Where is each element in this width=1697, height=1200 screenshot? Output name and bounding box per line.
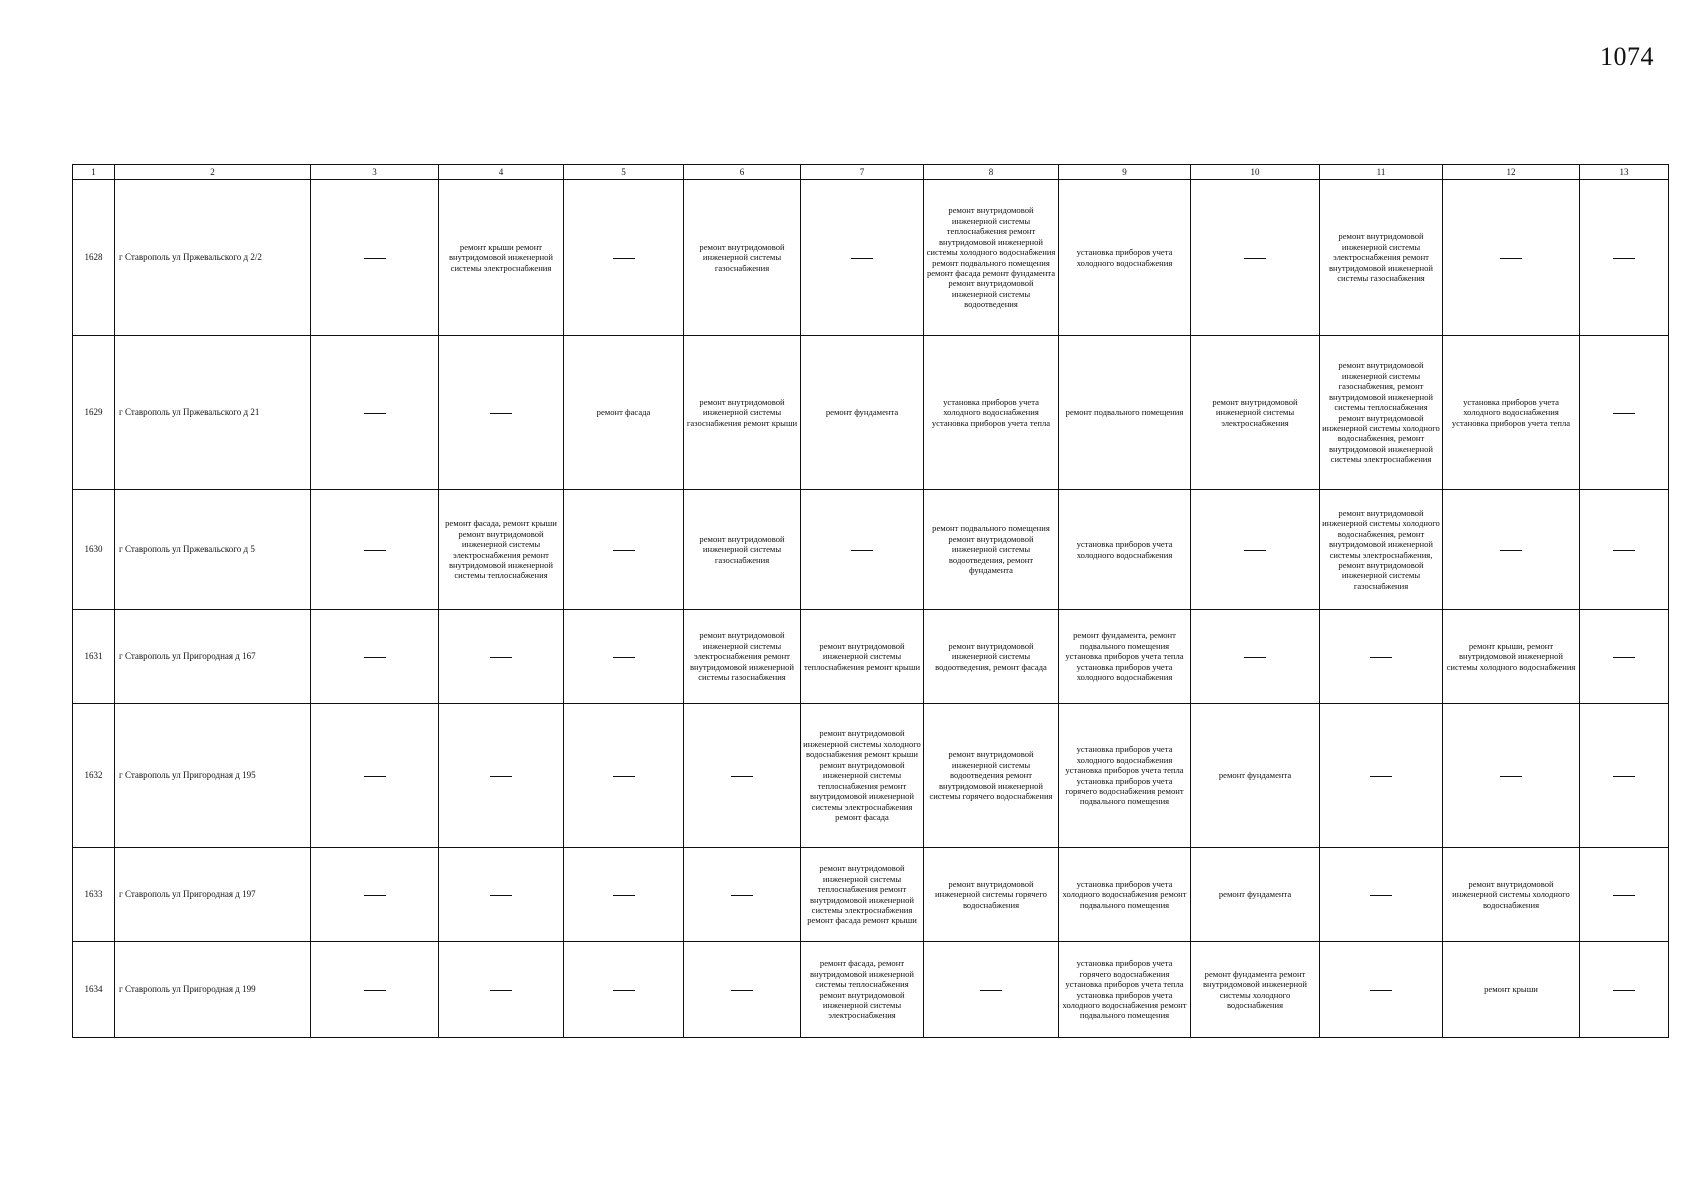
dash-mark bbox=[1613, 776, 1635, 777]
work-type-cell: установка приборов учета холодного водоснабжения ремонт подвального помещения bbox=[1059, 848, 1191, 942]
work-type-cell: ремонт крыши ремонт внутридомовой инженерной системы электроснабжения bbox=[439, 180, 564, 336]
row-number: 1634 bbox=[73, 942, 115, 1038]
dash-mark bbox=[613, 258, 635, 259]
empty-cell-dash bbox=[311, 180, 439, 336]
empty-cell-dash bbox=[311, 704, 439, 848]
empty-cell-dash bbox=[1443, 704, 1580, 848]
dash-mark bbox=[1613, 413, 1635, 414]
dash-mark bbox=[731, 990, 753, 991]
empty-cell-dash bbox=[1443, 490, 1580, 610]
work-type-cell: ремонт внутридомовой инженерной системы горячего водоснабжения bbox=[924, 848, 1059, 942]
empty-cell-dash bbox=[684, 848, 801, 942]
row-number: 1628 bbox=[73, 180, 115, 336]
empty-cell-dash bbox=[1191, 180, 1320, 336]
empty-cell-dash bbox=[1580, 610, 1669, 704]
dash-mark bbox=[1370, 657, 1392, 658]
dash-mark bbox=[1613, 550, 1635, 551]
column-header: 4 bbox=[439, 165, 564, 180]
dash-mark bbox=[364, 657, 386, 658]
work-type-cell: ремонт внутридомовой инженерной системы газоснабжения ремонт крыши bbox=[684, 336, 801, 490]
work-type-cell: ремонт фундамента bbox=[1191, 848, 1320, 942]
dash-mark bbox=[364, 413, 386, 414]
dash-mark bbox=[490, 776, 512, 777]
table-row bbox=[73, 490, 1669, 610]
empty-cell-dash bbox=[1580, 942, 1669, 1038]
empty-cell-dash bbox=[564, 180, 684, 336]
row-number: 1631 bbox=[73, 610, 115, 704]
empty-cell-dash bbox=[564, 704, 684, 848]
empty-cell-dash bbox=[1320, 704, 1443, 848]
dash-mark bbox=[1370, 895, 1392, 896]
work-type-cell: ремонт внутридомовой инженерной системы холодного водоснабжения, ремонт внутридомовой инженерной системы электроснабжения, ремонт внутридомовой инженерной системы газоснабжения bbox=[1320, 490, 1443, 610]
empty-cell-dash bbox=[1320, 610, 1443, 704]
dash-mark bbox=[613, 776, 635, 777]
dash-mark bbox=[490, 990, 512, 991]
dash-mark bbox=[364, 258, 386, 259]
empty-cell-dash bbox=[801, 490, 924, 610]
empty-cell-dash bbox=[311, 490, 439, 610]
dash-mark bbox=[1613, 990, 1635, 991]
row-number: 1629 bbox=[73, 336, 115, 490]
address-cell: г Ставрополь ул Пригородная д 195 bbox=[115, 704, 311, 848]
dash-mark bbox=[851, 258, 873, 259]
empty-cell-dash bbox=[564, 610, 684, 704]
address-cell: г Ставрополь ул Пржевальского д 2/2 bbox=[115, 180, 311, 336]
work-type-cell: ремонт внутридомовой инженерной системы газоснабжения bbox=[684, 490, 801, 610]
table-row bbox=[73, 704, 1669, 848]
dash-mark bbox=[364, 990, 386, 991]
dash-mark bbox=[1370, 990, 1392, 991]
work-type-cell: ремонт внутридомовой инженерной системы газоснабжения, ремонт внутридомовой инженерной системы теплоснабжения ремонт внутридомовой инженерной системы холодного водоснабжения, ремонт внутридомовой инженерной системы электроснабжения bbox=[1320, 336, 1443, 490]
work-type-cell: ремонт фундамента, ремонт подвального помещения установка приборов учета тепла установка приборов учета холодного водоснабжения bbox=[1059, 610, 1191, 704]
work-type-cell: ремонт внутридомовой инженерной системы водоотведения ремонт внутридомовой инженерной системы горячего водоснабжения bbox=[924, 704, 1059, 848]
column-number-row bbox=[73, 165, 1669, 180]
dash-mark bbox=[851, 550, 873, 551]
empty-cell-dash bbox=[1580, 704, 1669, 848]
table-body bbox=[73, 180, 1669, 1038]
work-type-cell: ремонт внутридомовой инженерной системы электроснабжения bbox=[1191, 336, 1320, 490]
column-header: 11 bbox=[1320, 165, 1443, 180]
work-type-cell: установка приборов учета холодного водоснабжения bbox=[1059, 180, 1191, 336]
column-header: 9 bbox=[1059, 165, 1191, 180]
dash-mark bbox=[1500, 258, 1522, 259]
empty-cell-dash bbox=[1320, 848, 1443, 942]
empty-cell-dash bbox=[801, 180, 924, 336]
dash-mark bbox=[980, 990, 1002, 991]
work-type-cell: ремонт фасада bbox=[564, 336, 684, 490]
page-number: 1074 bbox=[1600, 42, 1654, 71]
dash-mark bbox=[1370, 776, 1392, 777]
empty-cell-dash bbox=[439, 848, 564, 942]
empty-cell-dash bbox=[311, 848, 439, 942]
column-header: 7 bbox=[801, 165, 924, 180]
empty-cell-dash bbox=[684, 704, 801, 848]
dash-mark bbox=[613, 550, 635, 551]
empty-cell-dash bbox=[1580, 490, 1669, 610]
empty-cell-dash bbox=[1191, 610, 1320, 704]
dash-mark bbox=[1244, 258, 1266, 259]
column-header: 5 bbox=[564, 165, 684, 180]
dash-mark bbox=[1500, 776, 1522, 777]
empty-cell-dash bbox=[1580, 336, 1669, 490]
work-type-cell: ремонт фундамента ремонт внутридомовой инженерной системы холодного водоснабжения bbox=[1191, 942, 1320, 1038]
work-type-cell: ремонт фасада, ремонт внутридомовой инженерной системы теплоснабжения ремонт внутридомовой инженерной системы электроснабжения bbox=[801, 942, 924, 1038]
column-header: 3 bbox=[311, 165, 439, 180]
empty-cell-dash bbox=[564, 942, 684, 1038]
empty-cell-dash bbox=[311, 336, 439, 490]
dash-mark bbox=[490, 657, 512, 658]
empty-cell-dash bbox=[439, 704, 564, 848]
work-type-cell: ремонт фундамента bbox=[801, 336, 924, 490]
empty-cell-dash bbox=[564, 848, 684, 942]
empty-cell-dash bbox=[564, 490, 684, 610]
column-header: 2 bbox=[115, 165, 311, 180]
dash-mark bbox=[1613, 657, 1635, 658]
address-cell: г Ставрополь ул Пригородная д 199 bbox=[115, 942, 311, 1038]
repair-schedule-table bbox=[72, 164, 1669, 1038]
work-type-cell: ремонт подвального помещения ремонт внутридомовой инженерной системы водоотведения, ремонт фундамента bbox=[924, 490, 1059, 610]
work-type-cell: ремонт внутридомовой инженерной системы холодного водоснабжения bbox=[1443, 848, 1580, 942]
row-number: 1633 bbox=[73, 848, 115, 942]
work-type-cell: ремонт внутридомовой инженерной системы теплоснабжения ремонт внутридомовой инженерной системы электроснабжения ремонт фасада ремонт крыши bbox=[801, 848, 924, 942]
address-cell: г Ставрополь ул Пригородная д 167 bbox=[115, 610, 311, 704]
dash-mark bbox=[731, 776, 753, 777]
table-row bbox=[73, 610, 1669, 704]
work-type-cell: ремонт подвального помещения bbox=[1059, 336, 1191, 490]
dash-mark bbox=[364, 776, 386, 777]
address-cell: г Ставрополь ул Пржевальского д 21 bbox=[115, 336, 311, 490]
dash-mark bbox=[1244, 550, 1266, 551]
empty-cell-dash bbox=[439, 942, 564, 1038]
column-header: 8 bbox=[924, 165, 1059, 180]
work-type-cell: ремонт внутридомовой инженерной системы электроснабжения ремонт внутридомовой инженерной системы газоснабжения bbox=[684, 610, 801, 704]
work-type-cell: установка приборов учета холодного водоснабжения bbox=[1059, 490, 1191, 610]
dash-mark bbox=[613, 895, 635, 896]
column-header: 13 bbox=[1580, 165, 1669, 180]
table-row bbox=[73, 180, 1669, 336]
dash-mark bbox=[1244, 657, 1266, 658]
column-header: 12 bbox=[1443, 165, 1580, 180]
column-header: 6 bbox=[684, 165, 801, 180]
address-cell: г Ставрополь ул Пржевальского д 5 bbox=[115, 490, 311, 610]
row-number: 1632 bbox=[73, 704, 115, 848]
dash-mark bbox=[613, 990, 635, 991]
empty-cell-dash bbox=[1191, 490, 1320, 610]
work-type-cell: ремонт внутридомовой инженерной системы водоотведения, ремонт фасада bbox=[924, 610, 1059, 704]
work-type-cell: ремонт крыши, ремонт внутридомовой инженерной системы холодного водоснабжения bbox=[1443, 610, 1580, 704]
work-type-cell: установка приборов учета холодного водоснабжения установка приборов учета тепла bbox=[1443, 336, 1580, 490]
dash-mark bbox=[490, 413, 512, 414]
dash-mark bbox=[364, 895, 386, 896]
work-type-cell: установка приборов учета холодного водоснабжения установка приборов учета тепла установка приборов учета горячего водоснабжения ремонт подвального помещения bbox=[1059, 704, 1191, 848]
work-type-cell: ремонт внутридомовой инженерной системы холодного водоснабжения ремонт крыши ремонт внутридомовой инженерной системы теплоснабжения ремонт внутридомовой инженерной системы электроснабжения ремонт фасада bbox=[801, 704, 924, 848]
work-type-cell: ремонт внутридомовой инженерной системы газоснабжения bbox=[684, 180, 801, 336]
empty-cell-dash bbox=[924, 942, 1059, 1038]
empty-cell-dash bbox=[1443, 180, 1580, 336]
row-number: 1630 bbox=[73, 490, 115, 610]
empty-cell-dash bbox=[311, 942, 439, 1038]
work-type-cell: установка приборов учета холодного водоснабжения установка приборов учета тепла bbox=[924, 336, 1059, 490]
empty-cell-dash bbox=[1580, 848, 1669, 942]
work-type-cell: ремонт внутридомовой инженерной системы теплоснабжения ремонт крыши bbox=[801, 610, 924, 704]
empty-cell-dash bbox=[311, 610, 439, 704]
address-cell: г Ставрополь ул Пригородная д 197 bbox=[115, 848, 311, 942]
dash-mark bbox=[364, 550, 386, 551]
dash-mark bbox=[731, 895, 753, 896]
dash-mark bbox=[1613, 895, 1635, 896]
dash-mark bbox=[1613, 258, 1635, 259]
empty-cell-dash bbox=[439, 610, 564, 704]
table-row bbox=[73, 336, 1669, 490]
dash-mark bbox=[1500, 550, 1522, 551]
work-type-cell: ремонт внутридомовой инженерной системы теплоснабжения ремонт внутридомовой инженерной системы холодного водоснабжения ремонт подвального помещения ремонт фасада ремонт фундамента ремонт внутридомовой инженерной системы водоотведения bbox=[924, 180, 1059, 336]
work-type-cell: установка приборов учета горячего водоснабжения установка приборов учета тепла установка приборов учета холодного водоснабжения ремонт подвального помещения bbox=[1059, 942, 1191, 1038]
table-row bbox=[73, 848, 1669, 942]
column-header: 10 bbox=[1191, 165, 1320, 180]
work-type-cell: ремонт фундамента bbox=[1191, 704, 1320, 848]
empty-cell-dash bbox=[1580, 180, 1669, 336]
empty-cell-dash bbox=[1320, 942, 1443, 1038]
dash-mark bbox=[490, 895, 512, 896]
work-type-cell: ремонт внутридомовой инженерной системы электроснабжения ремонт внутридомовой инженерной системы газоснабжения bbox=[1320, 180, 1443, 336]
work-type-cell: ремонт крыши bbox=[1443, 942, 1580, 1038]
work-type-cell: ремонт фасада, ремонт крыши ремонт внутридомовой инженерной системы электроснабжения ремонт внутридомовой инженерной системы теплоснабжения bbox=[439, 490, 564, 610]
empty-cell-dash bbox=[439, 336, 564, 490]
table-row bbox=[73, 942, 1669, 1038]
dash-mark bbox=[613, 657, 635, 658]
column-header: 1 bbox=[73, 165, 115, 180]
empty-cell-dash bbox=[684, 942, 801, 1038]
